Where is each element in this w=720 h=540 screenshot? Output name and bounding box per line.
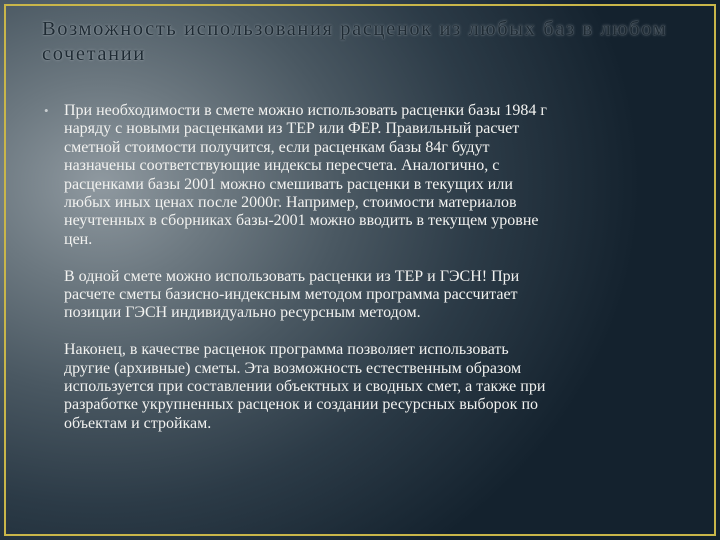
paragraph-spacer — [64, 323, 684, 341]
paragraph-spacer — [64, 249, 684, 267]
slide-body — [44, 102, 684, 433]
bullet-marker: • — [44, 103, 49, 118]
slide-title: Возможность использования расценок из любых баз в любом сочетании — [42, 18, 668, 65]
body-paragraph-1: При необходимости в смете можно использовать расценки базы 1984 г наряду с новыми расценками из ТЕР или ФЕР. Правильный расчет сметной стоимости получится, если расценкам базы 84г будут назначены соответствующие индексы пересчета. Аналогично, с расценками базы 2001 можно смешивать расценки в текущих или любых иных ценах после 2000г. Например, стоимости материалов неучтенных в сборниках базы-2001 можно вводить в текущем уровне цен. — [64, 102, 547, 248]
body-paragraph-3: Наконец, в качестве расценок программа позволяет использовать другие (архивные) сметы. Эта возможность естественным образом используется при составлении объектных и сводных смет, а также при разработке укрупненных расценок и создании ресурсных выборок по объектам и стройкам. — [64, 341, 546, 432]
body-paragraph-2: В одной смете можно использовать расценки из ТЕР и ГЭСН! При расчете сметы базисно-индексным методом программа рассчитает позиции ГЭСН индивидуально ресурсным методом. — [64, 267, 520, 322]
